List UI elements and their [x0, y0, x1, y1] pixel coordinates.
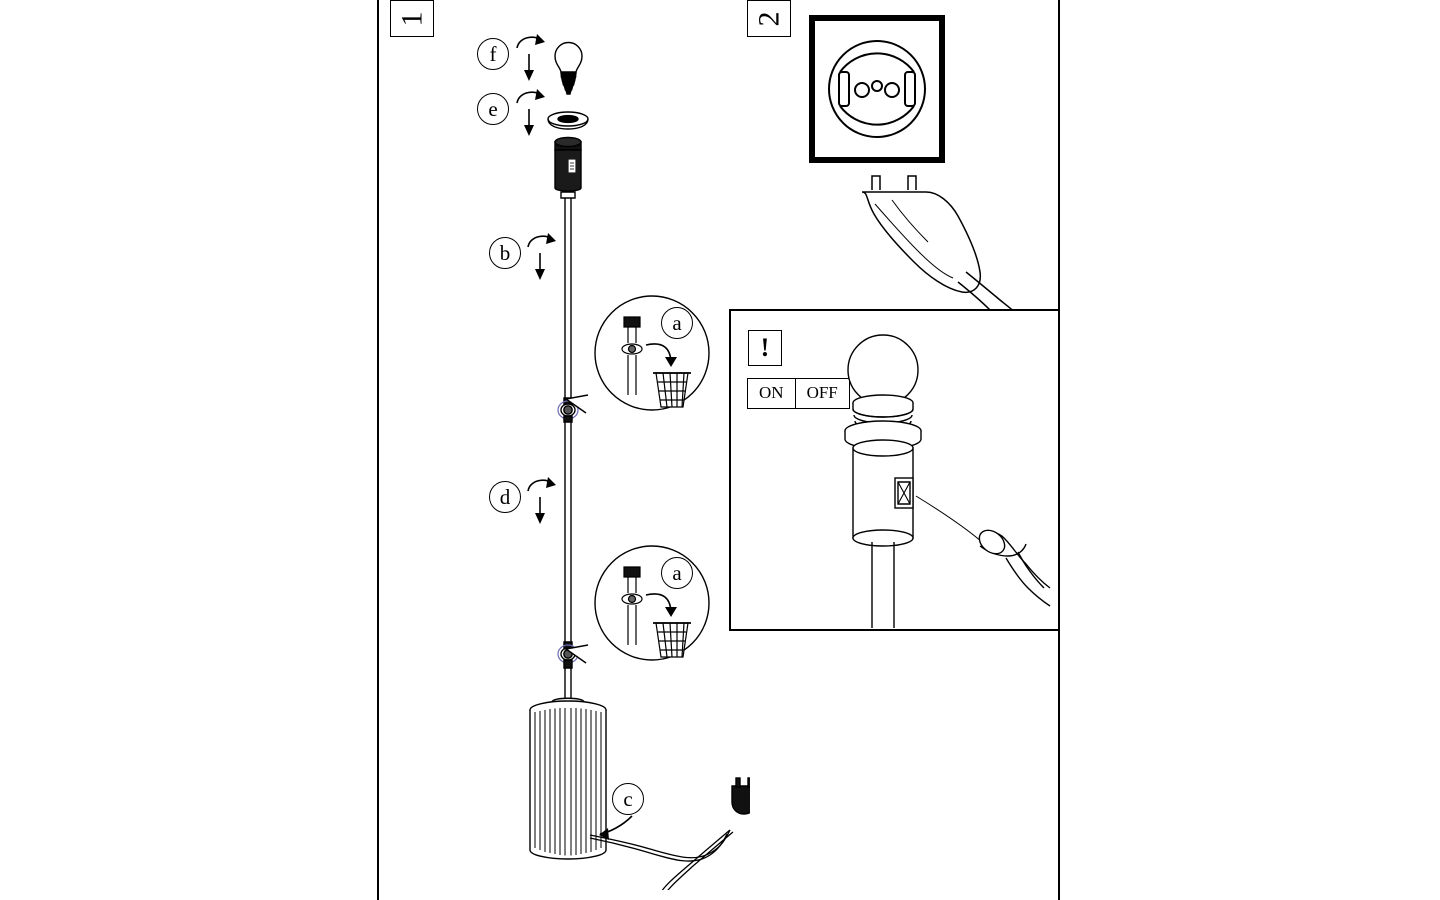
- detail-a-bottom: [560, 545, 724, 675]
- warning-box: [748, 330, 782, 366]
- detail-a-top-label: [661, 307, 693, 339]
- bulb-part: [555, 43, 582, 95]
- shade-ring-part: [548, 112, 588, 129]
- warning-exclamation: !: [760, 333, 770, 362]
- europlug-part: [732, 778, 750, 814]
- switch-on-label: ON: [759, 383, 784, 402]
- step-1-lamp-assembly: [440, 20, 750, 890]
- step-2-plug-into-socket: [780, 14, 1070, 309]
- letter-c-text: c: [623, 786, 633, 811]
- letter-e-text: e: [488, 96, 498, 121]
- detail-a-top-letter: a: [672, 310, 682, 335]
- arrow-e: [513, 87, 551, 139]
- socket-body-with-switch: [853, 440, 913, 546]
- step-1-number: 1: [395, 11, 428, 26]
- callout-letter-d: [489, 481, 521, 513]
- callout-letter-b: [489, 237, 521, 269]
- frame-step2-divider: [729, 309, 1059, 311]
- letter-d-text: d: [499, 484, 511, 509]
- arrow-d: [524, 475, 562, 527]
- step-2-switch-detail: [820, 330, 1070, 630]
- pointing-hand: [916, 496, 1050, 606]
- step-1-number-box: [390, 0, 434, 37]
- arrow-f: [513, 32, 551, 84]
- frame-left-vertical: [377, 0, 379, 900]
- lamp-socket-part: [555, 138, 581, 199]
- detail-a-bottom-label: [661, 557, 693, 589]
- letter-b-text: b: [499, 240, 511, 265]
- detail-a-bottom-letter: a: [672, 560, 682, 585]
- switch-off-label: OFF: [795, 379, 849, 408]
- arrow-c: [596, 812, 642, 846]
- arrow-b: [524, 231, 562, 283]
- letter-f-text: f: [489, 41, 497, 66]
- step-2-number: 2: [752, 11, 785, 26]
- callout-letter-c: [612, 783, 644, 815]
- detail-a-top: [560, 295, 724, 425]
- callout-letter-f: [477, 38, 509, 70]
- callout-letter-e: [477, 93, 509, 125]
